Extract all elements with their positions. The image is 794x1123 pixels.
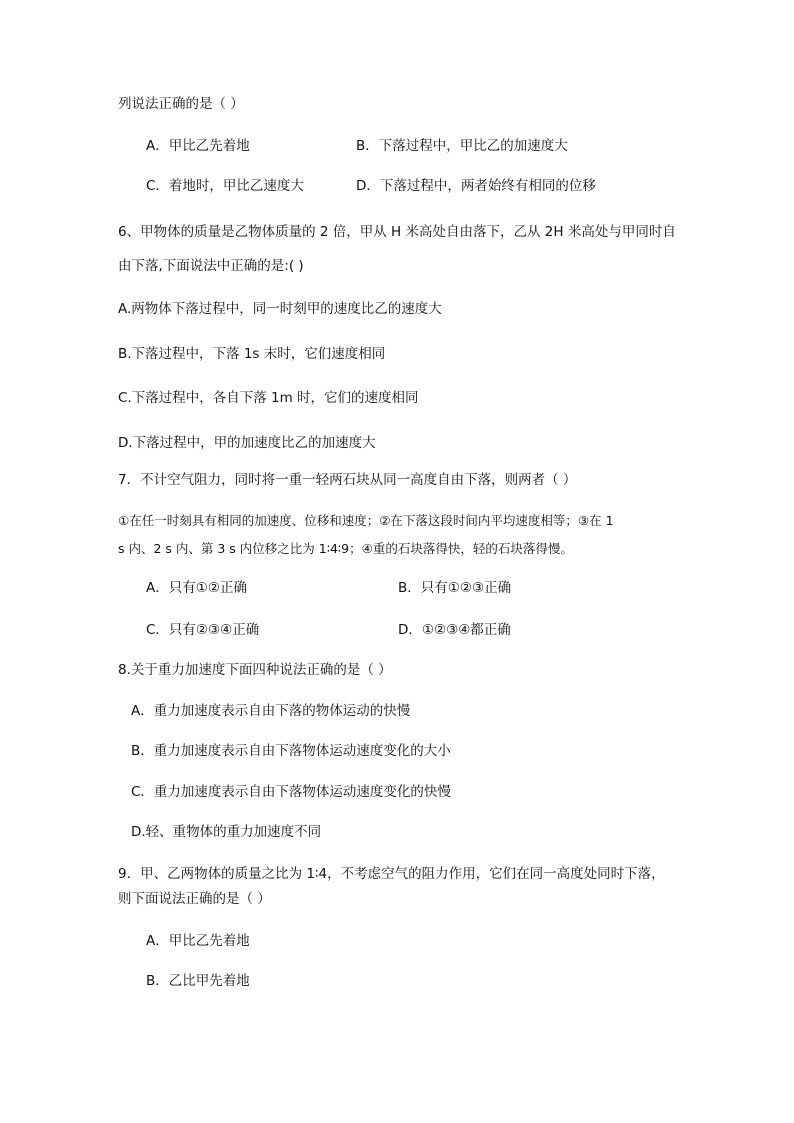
q6-stem-line1: 6、甲物体的质量是乙物体质量的 2 倍，甲从 H 米高处自由落下，乙从 2H 米高处与甲同时自 bbox=[118, 224, 676, 240]
q9-option-a: A．甲比乙先着地 bbox=[146, 933, 250, 949]
q7-option-d: D．①②③④都正确 bbox=[398, 622, 511, 638]
q7-option-b: B．只有①②③正确 bbox=[398, 580, 512, 596]
q8-option-b: B．重力加速度表示自由下落物体运动速度变化的大小 bbox=[131, 743, 451, 759]
q5-option-d: D．下落过程中，两者始终有相同的位移 bbox=[356, 178, 596, 194]
q6-option-d: D.下落过程中，甲的加速度比乙的加速度大 bbox=[118, 435, 376, 451]
q8-stem: 8.关于重力加速度下面四种说法正确的是（ ） bbox=[118, 662, 392, 678]
q8-option-d: D.轻、重物体的重力加速度不同 bbox=[131, 824, 322, 840]
q5-option-a: A．甲比乙先着地 bbox=[146, 138, 250, 154]
q5-option-c: C．着地时，甲比乙速度大 bbox=[146, 178, 304, 194]
q7-statement-line2: s 内、2 s 内、第 3 s 内位移之比为 1∶4∶9；④重的石块落得快，轻的石块落得慢。 bbox=[118, 541, 573, 556]
q8-option-a: A．重力加速度表示自由下落的物体运动的快慢 bbox=[131, 703, 411, 719]
q5-stem-tail: 列说法正确的是（ ） bbox=[118, 96, 244, 112]
q5-option-b: B．下落过程中，甲比乙的加速度大 bbox=[356, 138, 568, 154]
q7-option-c: C．只有②③④正确 bbox=[146, 622, 260, 638]
q6-stem-line2: 由下落,下面说法中正确的是:( ) bbox=[118, 258, 304, 274]
q9-stem-line1: 9．甲、乙两物体的质量之比为 1∶4，不考虑空气的阻力作用，它们在同一高度处同时下落， bbox=[118, 866, 665, 882]
q8-option-c: C．重力加速度表示自由下落物体运动速度变化的快慢 bbox=[131, 784, 451, 800]
q9-stem-line2: 则下面说法正确的是（ ） bbox=[118, 891, 271, 907]
q6-option-c: C.下落过程中，各自下落 1m 时，它们的速度相同 bbox=[118, 390, 419, 406]
q7-option-a: A．只有①②正确 bbox=[146, 580, 247, 596]
q6-option-a: A.两物体下落过程中，同一时刻甲的速度比乙的速度大 bbox=[118, 301, 442, 317]
q7-stem: 7．不计空气阻力，同时将一重一轻两石块从同一高度自由下落，则两者（ ） bbox=[118, 472, 577, 488]
q9-option-b: B．乙比甲先着地 bbox=[146, 973, 250, 989]
q7-statement-line1: ①在任一时刻具有相同的加速度、位移和速度；②在下落这段时间内平均速度相等；③在 1 bbox=[118, 513, 614, 528]
q6-option-b: B.下落过程中，下落 1s 末时，它们速度相同 bbox=[118, 346, 386, 362]
